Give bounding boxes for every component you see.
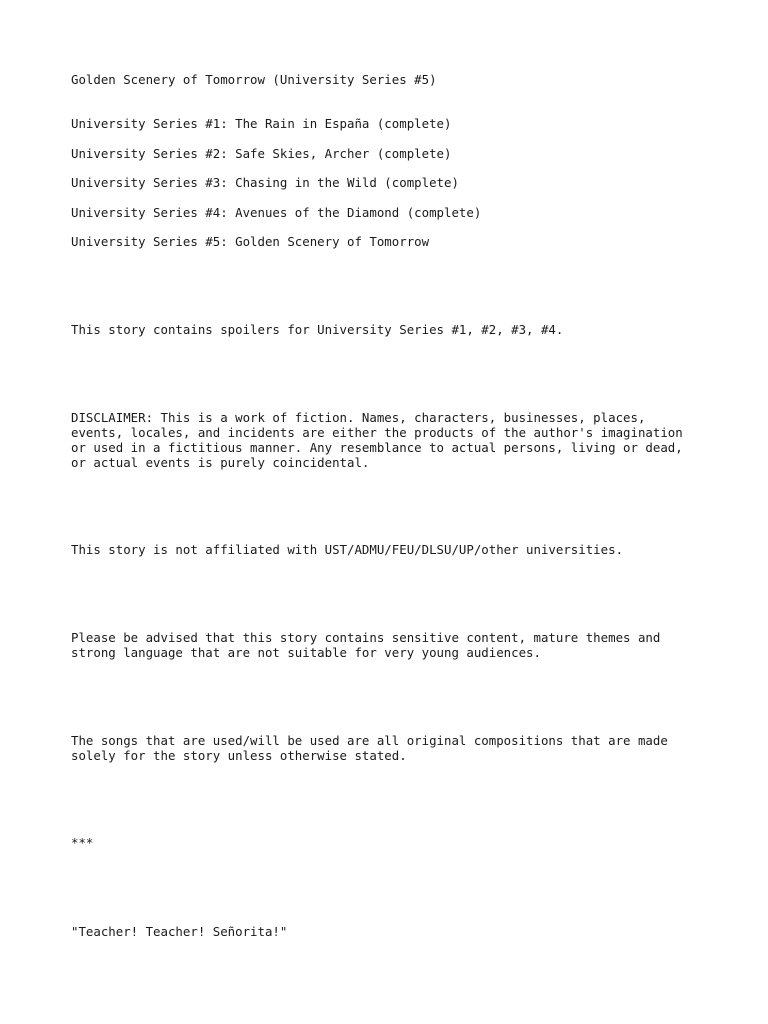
series-item-2: University Series #2: Safe Skies, Archer (complete) — [71, 146, 452, 161]
disclaimer-paragraph: DISCLAIMER: This is a work of fiction. Names, characters, businesses, places, events, locales, and incidents are either the products of the author's imagination or used in a fictitious manner. Any resemblance to actual persons, living or dead, or actual events is purely coincidental. — [71, 410, 683, 470]
section-separator: *** — [71, 835, 94, 850]
opening-dialogue: "Teacher! Teacher! Señorita!" — [71, 924, 288, 939]
affiliation-notice: This story is not affiliated with UST/ADMU/FEU/DLSU/UP/other universities. — [71, 542, 624, 557]
series-item-3: University Series #3: Chasing in the Wild (complete) — [71, 175, 459, 190]
series-item-4: University Series #4: Avenues of the Diamond (complete) — [71, 205, 482, 220]
document-title: Golden Scenery of Tomorrow (University Series #5) — [71, 72, 437, 87]
songs-notice: The songs that are used/will be used are all original compositions that are made solely for the story unless otherwise stated. — [71, 733, 668, 763]
series-item-1: University Series #1: The Rain in España (complete) — [71, 116, 452, 131]
spoiler-notice: This story contains spoilers for University Series #1, #2, #3, #4. — [71, 322, 564, 337]
series-item-5: University Series #5: Golden Scenery of Tomorrow — [71, 234, 430, 249]
content-advisory: Please be advised that this story contains sensitive content, mature themes and strong language that are not suitable for very young audiences. — [71, 630, 661, 660]
